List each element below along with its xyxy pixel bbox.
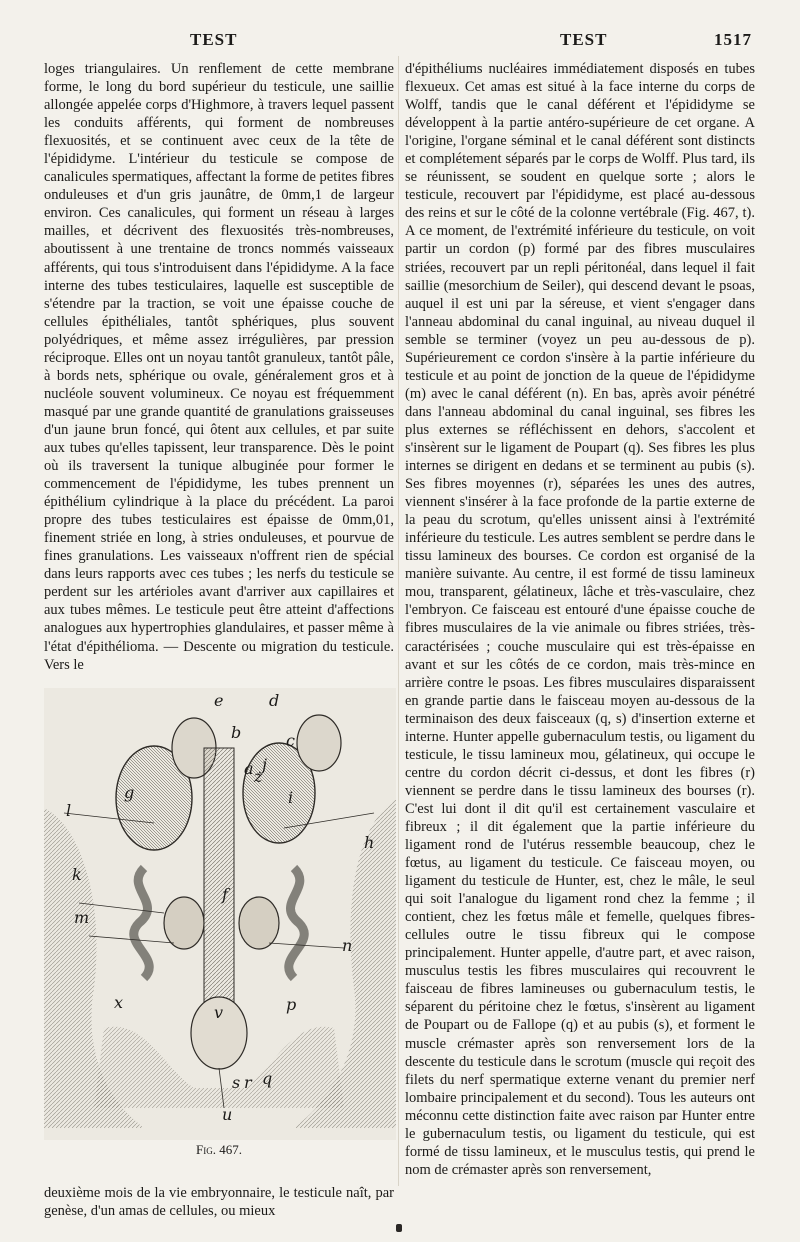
page-number: 1517 — [714, 30, 752, 49]
figure-label: n — [342, 936, 353, 955]
figure-label: k — [72, 865, 82, 884]
left-column-text — [44, 60, 394, 674]
figure-illustration — [44, 688, 396, 1140]
running-head-right: TEST — [560, 30, 608, 49]
figure-label: m — [74, 908, 90, 927]
footer-mark — [396, 1224, 402, 1232]
figure-label: f — [222, 885, 228, 904]
paragraph: d'épithéliums nucléaires immédiatement disposés en tubes flexueux. Cet amas est situé à la face interne du corps de Wolff, tandis que le canal déférent et l'épididyme se développent à la partie antéro-supérieure de cet organe. A l'origine, l'organe séminal et le canal déférent sont distincts et complétement séparés par le corps de Wolff. Plus tard, ils se réunissent, se soudent en quelque sorte ; alors le testicule, recouvert par l'épididyme, est placé au-dessous des reins et sur le côté de la colonne vertébrale (Fig. 467, t). A ce moment, de l'extrémité inférieure du testicule, on voit partir un cordon (p) formé par des fibres musculaires striées, recouvert par un repli péritonéal, dans lequel il fait saillie (mesorchium de Seiler), qui descend devant le psoas, auquel il est uni par la séreuse, et vient s'engager dans l'anneau abdominal du canal inguinal, au niveau duquel il semble se terminer (voyez un peu au-dessous de p). Supérieurement ce cordon s'insère à la partie inférieure du testicule et au point de jonction de la queue de l'épididyme (m) avec le canal déférent (n). En bas, après avoir pénétré dans l'anneau abdominal du canal inguinal, ses fibres les plus externes se réfléchissent en dehors, s'accolent et s'insèrent sur le ligament de Poupart (q). Ses fibres les plus internes se dirigent en dedans et se terminent au pubis (s). Ses fibres moyennes (r), séparées les unes des autres, viennent s'insérer à la face profonde de la partie externe de la peau du scrotum, qu'elles unissent ainsi à l'extrémité inférieure du testicule. Les autres semblent se perdre dans le tissu lamineux des bourses. Ce cordon est organisé de la manière suivante. Au centre, il est formé de tissu lamineux mou, transparent, gélatineux, lâche et très-vasculaire, chez l'embryon. Ce faisceau est entouré d'une épaisse couche de fibres musculaires de la vie animale ou fibres striées, très-caractérisées ; couche musculaire qui est très-épaisse en avant et sur les côtés de ce cordon, mais très-mince en arrière contre le psoas. Les fibres musculaires disparaissent en grande partie dans le faisceau moyen au-dessous de la terminaison des deux faisceaux (q, s) d'insertion externe et interne. Hunter appelle gubernaculum testis, ou ligament du testicule, le tissu lamineux mou, gélatineux, qui occupe le centre du cordon décrit ci-dessus, et dont les fibres (r) viennent se perdre dans le tissu lamineux des bourses (r). C'est lui dont il dit qu'il est certainement vasculaire et fibreux ; il dit également que la partie inférieure du ligament rond de l'utérus ressemble beaucoup, chez le fœtus, au ligament du testicule. Ce faisceau moyen, ou ligament du testicule de Hunter, est, chez le mâle, le seul qui soit l'analogue du ligament rond chez la femme ; il contient, chez les fœtus mâle et femelle, quelques fibres-cellules outre le tissu fibreux qui le compose principalement. Hunter appelle, d'autre part, et avec raison, musculus testis les fibres musculaires qui recouvrent le faisceau de fibres lamineuses ou gubernaculum testis, le séparent du péritoine chez le fœtus, s'insèrent au ligament de Poupart ou de Fallope (q) et au pubis (s), et forment le muscle crémaster après son renversement lors de la descente du testicule dans le scrotum (muscle qui reçoit des filets du nerf spermatique externe venant du premier nerf lombaire principalement et du second). Tous les auteurs ont méconnu cette distinction faite avec raison par Hunter entre le gubernaculum testis, ou ligament du testicule, qui est formé de tissu lamineux, et le musculus testis, qui prend le nom de crémaster après son renversement, — [405, 61, 755, 1178]
figure-label: z — [254, 767, 263, 786]
figure-label: j — [262, 755, 267, 774]
figure-caption: Fig. 467. — [196, 1142, 242, 1157]
figure-label: h — [364, 833, 375, 852]
paragraph: loges triangulaires. Un renflement de cette membrane forme, le long du bord supérieur du testicule, une saillie allongée appelée corps d'Highmore, à travers lequel passent les conduits afférents, qui forment de nombreuses flexuosités, et se continuent avec ceux de la tête de l'épididyme. L'intérieur du testicule se compose de canalicules spermatiques, affectant la forme de petites fibres onduleuses et d'un gris jaunâtre, de 0mm,1 de largeur environ. Ces canalicules, qui forment un réseau à larges mailles, et décrivent des flexuosités très-nombreuses, aboutissent à une trentaine de troncs nommés vaisseaux afférents, qui tous s'introduisent dans l'épididyme. A la face interne des tubes testiculaires, laquelle est susceptible de s'étendre par la traction, se voit une épaisse couche de cellules épithéliales, tantôt sphériques, plus souvent polyédriques, et même assez irrégulières, par pression réciproque. Elles ont un noyau tantôt granuleux, tantôt pâle, à bords nets, sphérique ou ovale, généralement gros et à nucléole souvent volumineux. Ce noyau est fréquemment masqué par une grande quantité de granulations graisseuses d'un jaune brun foncé, qui ôtent aux cellules, et par suite aux tubes qu'elles tapissent, leur transparence. Dès le point où ils traversent la tunique albuginée pour former le commencement de l'épididyme, les tubes prennent un épithélium cylindrique à la place du précédent. La paroi propre des tubes testiculaires est épaisse de 0mm,01, finement striée en long, à stries onduleuses, et pourvue de fines granulations. Les vaisseaux n'offrent rien de spécial dans leurs rapports avec ces tubes ; les nerfs du testicule se perdent sur les artérioles avant d'arriver aux capillaires et aux tubes mêmes. Le testicule peut être atteint d'affections analogues aux hypertrophies glandulaires, et passer même à l'état d'épithélioma. — Descente ou migration du testicule. Vers le — [44, 61, 394, 673]
figure-label: e — [214, 691, 224, 710]
column-divider — [398, 56, 399, 1186]
right-column-text — [405, 60, 755, 1179]
figure-label: c — [286, 731, 295, 750]
figure-label: r — [244, 1073, 252, 1092]
figure-label: g — [124, 783, 135, 802]
figure-label: d — [269, 691, 280, 710]
figure-label: u — [222, 1105, 233, 1124]
figure-label: s — [232, 1073, 241, 1092]
figure-label: p — [286, 995, 297, 1014]
figure-label: v — [214, 1003, 224, 1022]
figure-label: x — [114, 993, 124, 1012]
paragraph: deuxième mois de la vie embryonnaire, le testicule naît, par genèse, d'un amas de cellules, ou mieux — [44, 1185, 394, 1220]
figure-label: a — [244, 759, 254, 778]
figure-label: q — [262, 1069, 273, 1088]
running-head-left: TEST — [190, 30, 238, 49]
anatomical-figure — [44, 688, 396, 1140]
left-column-continuation — [44, 1184, 394, 1220]
figure-label: b — [231, 723, 242, 742]
figure-label: l — [66, 801, 72, 820]
figure-label: i — [288, 788, 294, 807]
